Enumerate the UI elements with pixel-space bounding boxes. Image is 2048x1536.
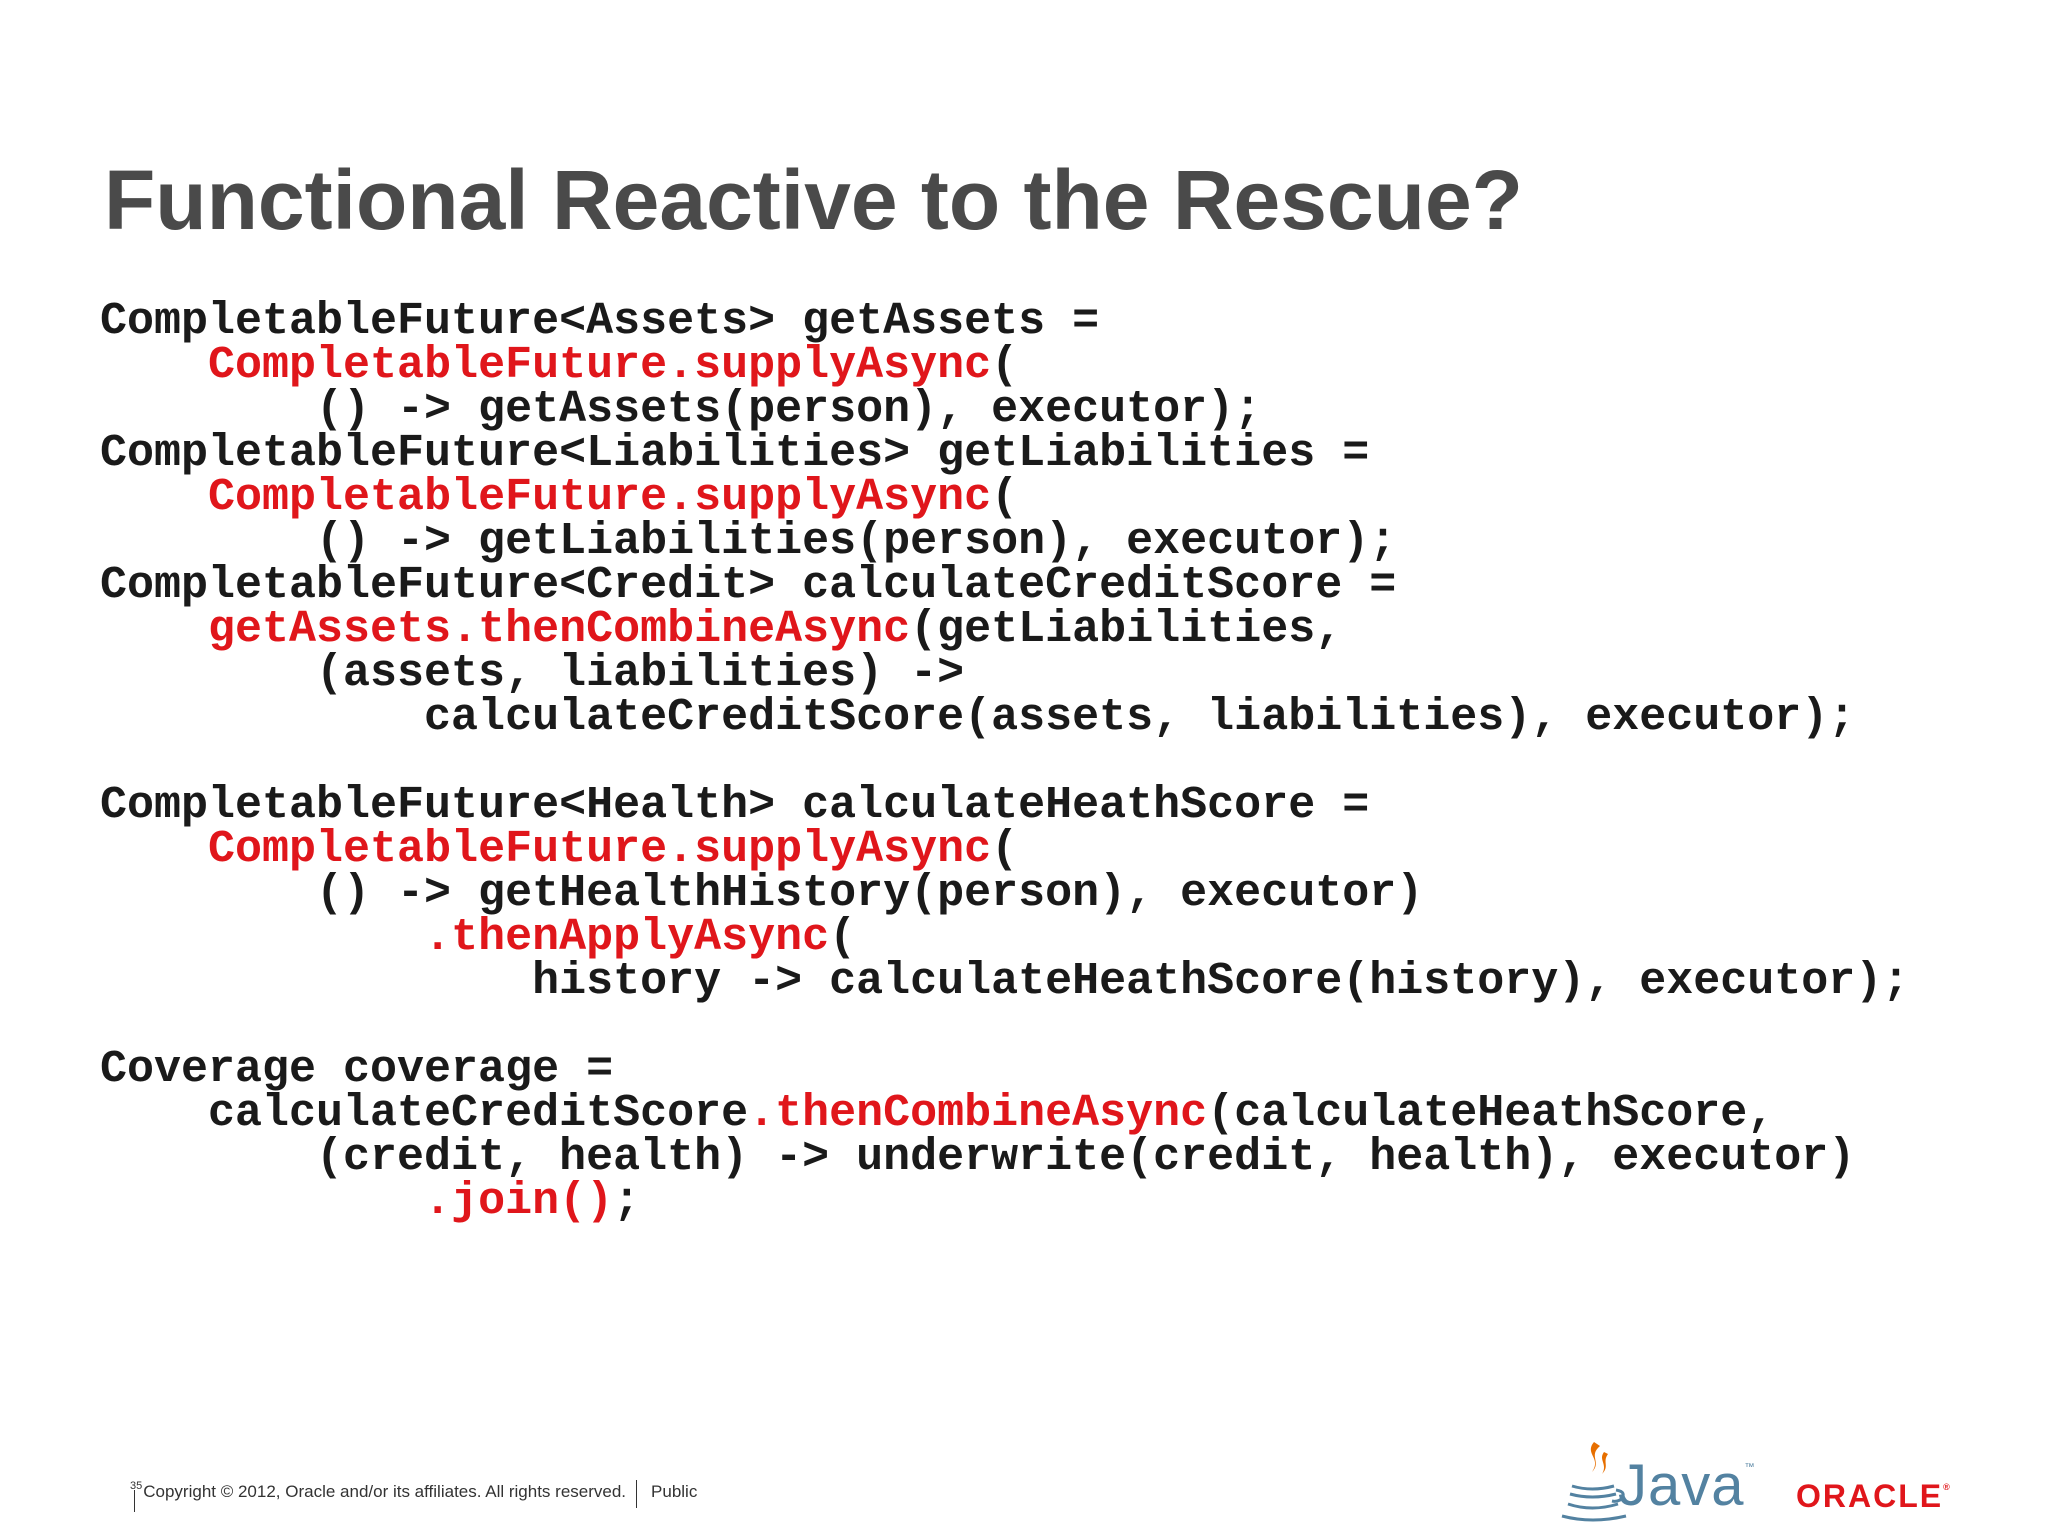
code-text: ; bbox=[613, 1176, 641, 1227]
code-line bbox=[100, 516, 1909, 567]
code-highlight: .join() bbox=[424, 1176, 614, 1227]
code-text: ( bbox=[991, 340, 1019, 391]
code-highlight: .thenCombineAsync bbox=[748, 1088, 1208, 1139]
code-line bbox=[100, 1088, 1909, 1139]
code-text: (assets, liabilities) -> bbox=[100, 648, 965, 699]
code-text bbox=[100, 1176, 424, 1227]
slide-title: Functional Reactive to the Rescue? bbox=[104, 153, 1523, 247]
code-text: CompletableFuture<Liabilities> getLiabilities = bbox=[100, 428, 1370, 479]
code-text: (calculateHeathScore, bbox=[1207, 1088, 1775, 1139]
code-line bbox=[100, 692, 1909, 743]
code-highlight: getAssets.thenCombineAsync bbox=[208, 604, 911, 655]
code-line bbox=[100, 824, 1909, 875]
code-line bbox=[100, 384, 1909, 435]
code-text: CompletableFuture<Health> calculateHeathScore = bbox=[100, 780, 1370, 831]
code-highlight: .thenApplyAsync bbox=[424, 912, 830, 963]
code-line bbox=[100, 1004, 1909, 1048]
code-line bbox=[100, 340, 1909, 391]
code-text: calculateCreditScore(assets, liabilities), executor); bbox=[100, 692, 1856, 743]
code-line bbox=[100, 780, 1909, 831]
code-text: CompletableFuture<Assets> getAssets = bbox=[100, 296, 1100, 347]
code-block bbox=[100, 296, 1910, 1227]
code-line bbox=[100, 648, 1909, 699]
code-line bbox=[100, 956, 1910, 1007]
code-highlight: CompletableFuture.supplyAsync bbox=[208, 824, 992, 875]
code-text: ( bbox=[991, 472, 1019, 523]
code-line bbox=[100, 1044, 1909, 1095]
code-line bbox=[100, 868, 1909, 919]
code-text: (credit, health) -> underwrite(credit, health), executor) bbox=[100, 1132, 1856, 1183]
classification-label: Public bbox=[651, 1482, 698, 1501]
code-text: ( bbox=[991, 824, 1019, 875]
code-text: () -> getHealthHistory(person), executor) bbox=[100, 868, 1424, 919]
code-text: () -> getLiabilities(person), executor); bbox=[100, 516, 1397, 567]
page-number: 35 bbox=[130, 1480, 143, 1492]
code-highlight: CompletableFuture.supplyAsync bbox=[208, 472, 992, 523]
code-line bbox=[100, 1132, 1909, 1183]
code-text: CompletableFuture<Credit> calculateCreditScore = bbox=[100, 560, 1397, 611]
code-line bbox=[100, 1176, 1909, 1227]
code-line bbox=[100, 560, 1909, 611]
code-text: (getLiabilities, bbox=[910, 604, 1343, 655]
code-text: () -> getAssets(person), executor); bbox=[100, 384, 1262, 435]
code-line bbox=[100, 604, 1909, 655]
footer-divider bbox=[636, 1480, 637, 1508]
code-line bbox=[100, 740, 1909, 784]
code-line bbox=[100, 428, 1909, 479]
copyright-text: Copyright © 2012, Oracle and/or its affiliates. All rights reserved. bbox=[143, 1482, 627, 1501]
code-line bbox=[100, 912, 1909, 963]
code-text: Coverage coverage = bbox=[100, 1044, 614, 1095]
code-text: calculateCreditScore bbox=[100, 1088, 749, 1139]
footer bbox=[130, 1482, 697, 1508]
code-line bbox=[100, 472, 1909, 523]
code-highlight: CompletableFuture.supplyAsync bbox=[208, 340, 992, 391]
java-logo-text: Java™ bbox=[1618, 1453, 1756, 1518]
code-text: history -> calculateHeathScore(history), executor); bbox=[100, 956, 1910, 1007]
code-line bbox=[100, 296, 1909, 347]
oracle-logo: ORACLE® bbox=[1796, 1478, 1950, 1514]
code-text: ( bbox=[829, 912, 857, 963]
